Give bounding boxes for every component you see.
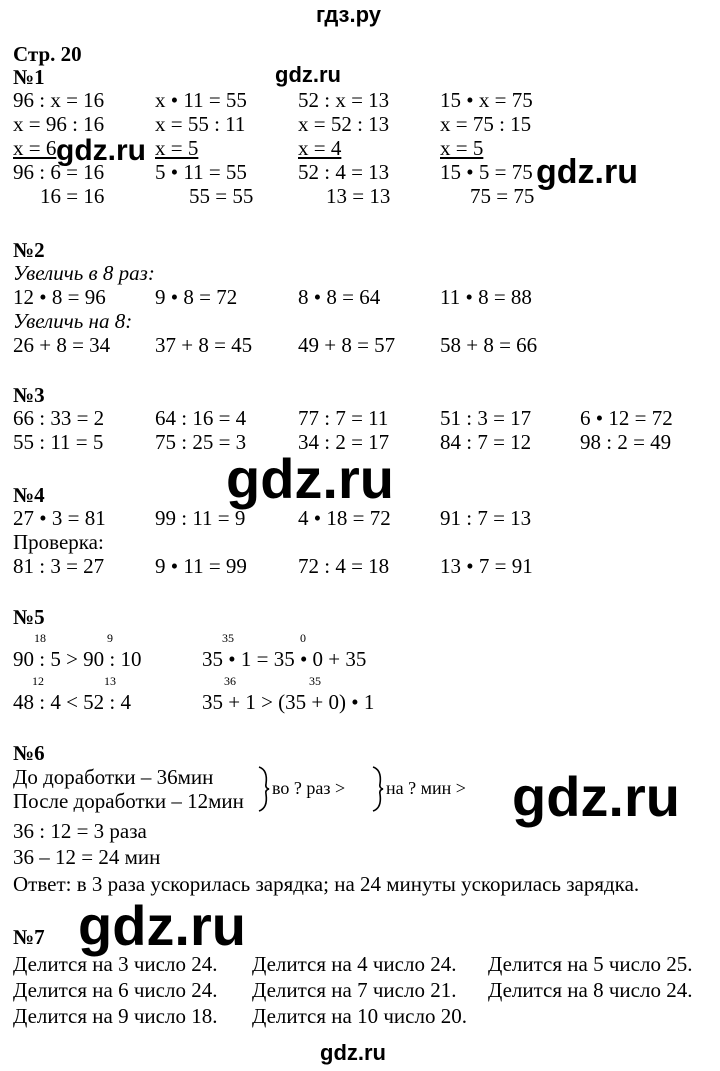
divisibility-line: Делится на 8 число 24. [488, 978, 693, 1002]
task-6-calc-division: 36 : 12 = 3 раза [13, 819, 147, 843]
divisibility-line: Делится на 3 число 24. [13, 952, 218, 976]
eq-line: 26 + 8 = 34 [13, 333, 111, 357]
eq-line: 49 + 8 = 57 [298, 333, 396, 357]
eq-line: x • 11 = 55 [155, 88, 247, 112]
eq-line: 6 • 12 = 72 [580, 406, 673, 430]
eq-line: 11 • 8 = 88 [440, 285, 532, 309]
superscript-value: 9 [107, 631, 113, 645]
eq-line: 15 • x = 75 [440, 88, 533, 112]
eq-root: x = 5 [155, 136, 199, 160]
comparison-line: 90 : 5 > 90 : 10 [13, 647, 142, 671]
task-6-question-times: во ? раз > [272, 778, 346, 798]
eq-root: x = 4 [298, 136, 342, 160]
task-6-after: После доработки – 12мин [13, 789, 244, 813]
superscript-value: 0 [300, 631, 306, 645]
task-6-question-minutes: на ? мин > [386, 778, 466, 798]
comparison-line: 35 • 1 = 35 • 0 + 35 [202, 647, 367, 671]
task-6-calc-difference: 36 – 12 = 24 мин [13, 845, 161, 869]
task-2-title: №2 [13, 238, 45, 262]
watermark: gdz.ru [275, 62, 341, 87]
page-label: Стр. 20 [13, 42, 82, 66]
eq-line: 98 : 2 = 49 [580, 430, 672, 454]
eq-line: x = 75 : 15 [440, 112, 532, 136]
eq-line: 9 • 11 = 99 [155, 554, 247, 578]
eq-check-result: 16 = 16 [40, 184, 105, 208]
eq-line: 8 • 8 = 64 [298, 285, 381, 309]
eq-line: 66 : 33 = 2 [13, 406, 105, 430]
task-2-label-plus: Увеличь на 8: [13, 309, 133, 333]
eq-check: 52 : 4 = 13 [298, 160, 390, 184]
superscript-value: 36 [224, 674, 236, 688]
eq-line: 37 + 8 = 45 [155, 333, 253, 357]
eq-check-result: 55 = 55 [189, 184, 254, 208]
eq-root: x = 5 [440, 136, 484, 160]
watermark: gdz.ru [512, 765, 680, 828]
divisibility-line: Делится на 6 число 24. [13, 978, 218, 1002]
eq-line: 55 : 11 = 5 [13, 430, 104, 454]
eq-line: 81 : 3 = 27 [13, 554, 105, 578]
divisibility-line: Делится на 9 число 18. [13, 1004, 218, 1028]
task-6-title: №6 [13, 741, 45, 765]
comparison-line: 35 + 1 > (35 + 0) • 1 [202, 690, 375, 714]
comparison-line: 48 : 4 < 52 : 4 [13, 690, 132, 714]
divisibility-line: Делится на 10 число 20. [252, 1004, 467, 1028]
divisibility-line: Делится на 5 число 25. [488, 952, 693, 976]
task-5-title: №5 [13, 605, 45, 629]
superscript-value: 18 [34, 631, 46, 645]
task-2-label-times: Увеличь в 8 раз: [13, 261, 155, 285]
watermark: gdz.ru [536, 153, 638, 191]
eq-root: x = 6 [13, 136, 57, 160]
task-7-title: №7 [13, 925, 45, 949]
eq-line: x = 55 : 11 [155, 112, 246, 136]
divisibility-line: Делится на 4 число 24. [252, 952, 457, 976]
eq-check: 5 • 11 = 55 [155, 160, 247, 184]
eq-line: 96 : x = 16 [13, 88, 105, 112]
superscript-value: 35 [222, 631, 234, 645]
divisibility-line: Делится на 7 число 21. [252, 978, 457, 1002]
superscript-value: 35 [309, 674, 321, 688]
eq-line: 34 : 2 = 17 [298, 430, 390, 454]
footer-site: gdz.ru [320, 1040, 386, 1065]
task-4-title: №4 [13, 483, 45, 507]
eq-line: x = 96 : 16 [13, 112, 105, 136]
eq-check-result: 75 = 75 [470, 184, 535, 208]
brace-icon [370, 764, 386, 814]
watermark: gdz.ru [56, 134, 146, 167]
task-3-title: №3 [13, 383, 45, 407]
task-6-answer: Ответ: в 3 раза ускорилась зарядка; на 24 минуты ускорилась зарядка. [13, 872, 640, 896]
brace-icon [256, 764, 272, 814]
eq-line: 75 : 25 = 3 [155, 430, 247, 454]
eq-line: 4 • 18 = 72 [298, 506, 391, 530]
eq-line: 84 : 7 = 12 [440, 430, 532, 454]
eq-line: 91 : 7 = 13 [440, 506, 532, 530]
eq-line: 99 : 11 = 9 [155, 506, 246, 530]
task-1-title: №1 [13, 65, 45, 89]
eq-line: 64 : 16 = 4 [155, 406, 247, 430]
eq-line: 51 : 3 = 17 [440, 406, 532, 430]
watermark: gdz.ru [78, 894, 246, 957]
task-4-check-label: Проверка: [13, 530, 104, 554]
eq-line: 13 • 7 = 91 [440, 554, 533, 578]
eq-line: 77 : 7 = 11 [298, 406, 389, 430]
header-site-title: гдз.ру [316, 2, 381, 27]
superscript-value: 12 [32, 674, 44, 688]
eq-check-result: 13 = 13 [326, 184, 391, 208]
eq-line: 72 : 4 = 18 [298, 554, 390, 578]
watermark: gdz.ru [226, 447, 394, 510]
eq-check: 15 • 5 = 75 [440, 160, 533, 184]
eq-line: 9 • 8 = 72 [155, 285, 238, 309]
superscript-value: 13 [104, 674, 116, 688]
eq-line: 12 • 8 = 96 [13, 285, 106, 309]
eq-line: 27 • 3 = 81 [13, 506, 106, 530]
eq-check: 96 : 6 = 16 [13, 160, 105, 184]
eq-line: 58 + 8 = 66 [440, 333, 538, 357]
task-6-before: До доработки – 36мин [13, 765, 214, 789]
eq-line: x = 52 : 13 [298, 112, 390, 136]
eq-line: 52 : x = 13 [298, 88, 390, 112]
